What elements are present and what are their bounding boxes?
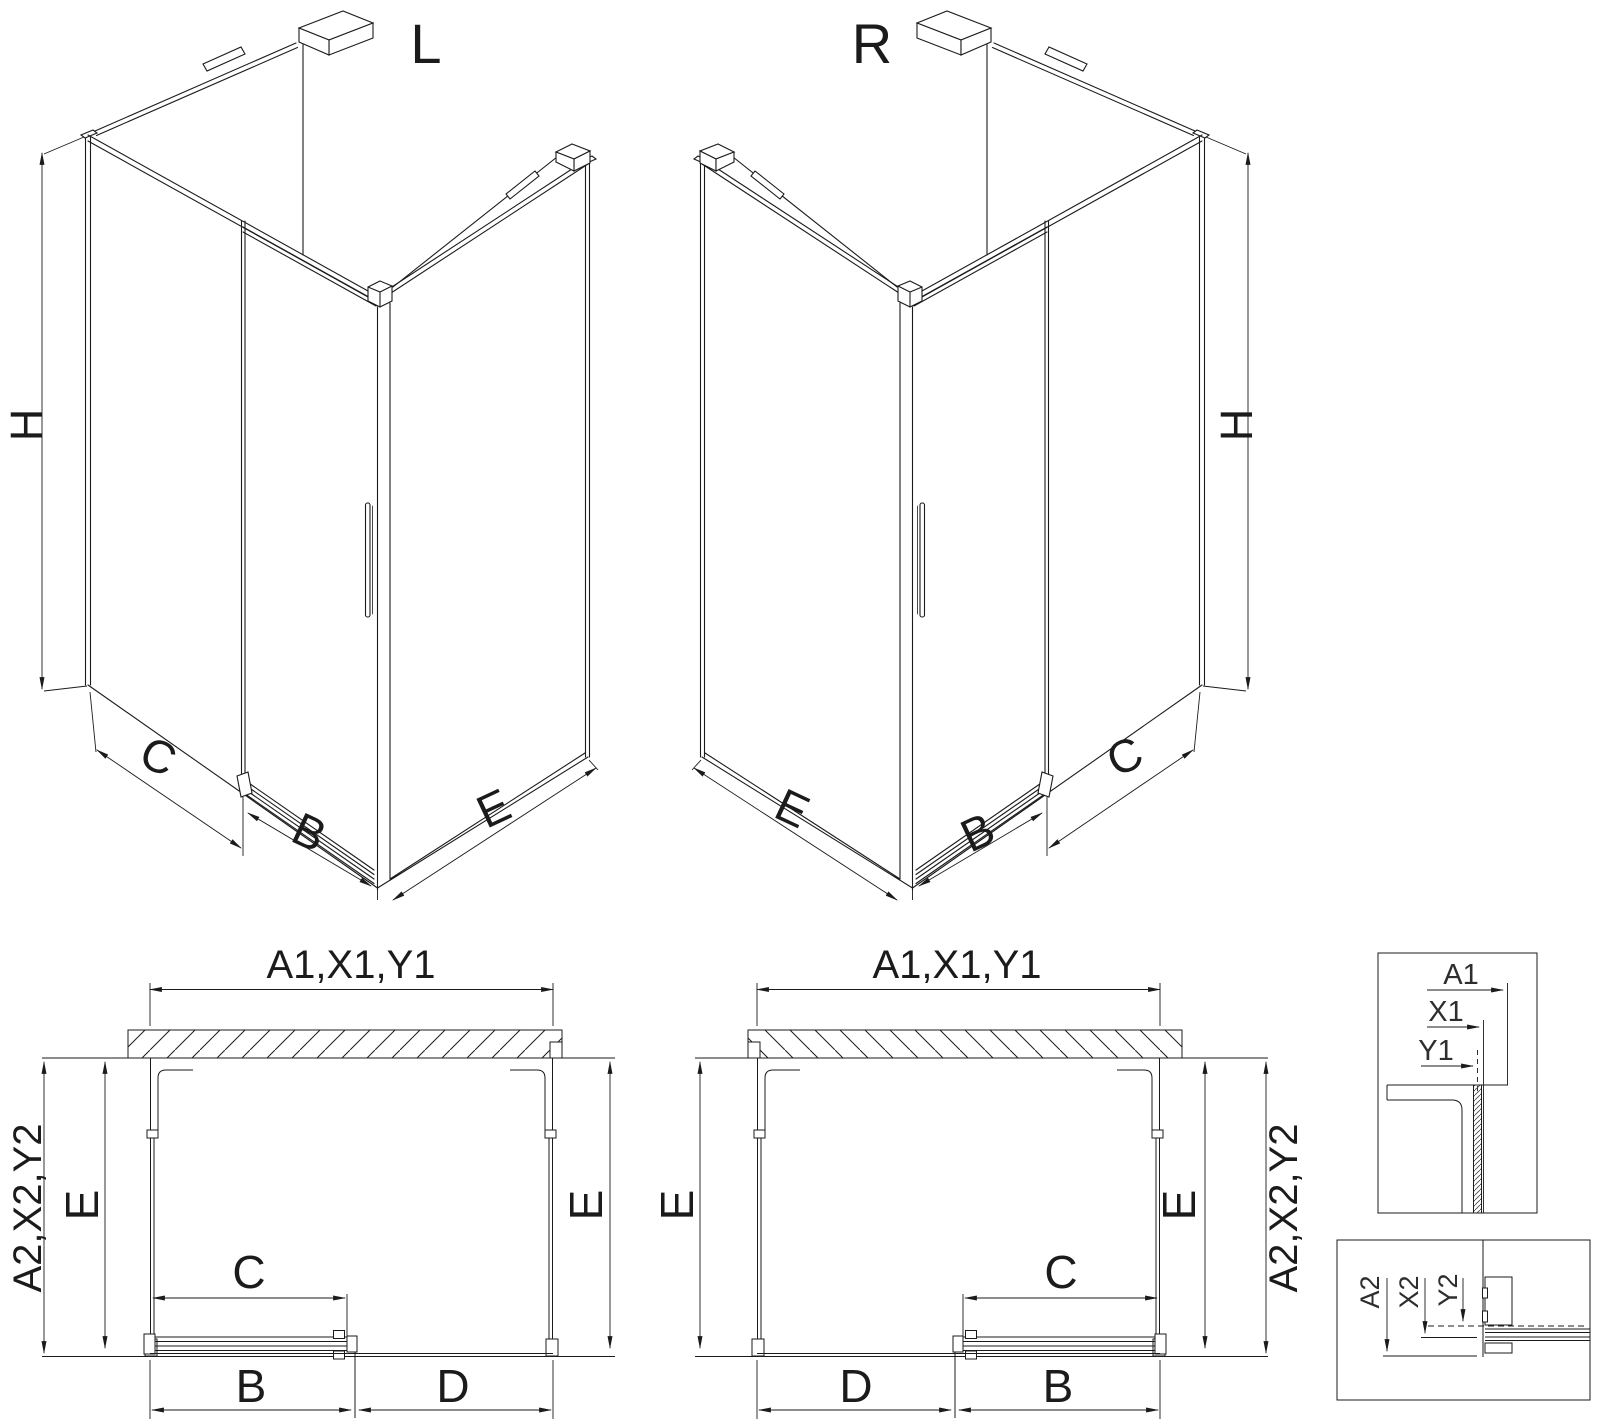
iso-view-right	[692, 11, 1262, 900]
plan-left-dim-B: B	[235, 1360, 267, 1412]
iso-view-left	[1, 11, 598, 900]
plan-left-geometry	[42, 983, 615, 1419]
detail-bottom-frame	[1337, 1240, 1590, 1400]
iso-left-geometry	[42, 11, 598, 900]
detail-dim-X1: X1	[1428, 996, 1464, 1028]
dim-label-height-right: H	[1211, 408, 1262, 442]
plan-right-dim-E-left: E	[651, 1189, 703, 1221]
detail-top-frame	[1378, 953, 1537, 1213]
variant-label-right: R	[851, 12, 893, 75]
plan-left-dim-E-right: E	[560, 1189, 612, 1221]
dim-label-E-left: E	[468, 778, 519, 839]
plan-right-dim-D: D	[839, 1360, 873, 1412]
plan-left-dim-top: A1,X1,Y1	[266, 943, 436, 987]
plan-view-left	[6, 943, 615, 1419]
detail-top-glass-section	[1474, 1085, 1482, 1213]
detail-dim-Y2: Y2	[1433, 1273, 1463, 1307]
detail-bottom-profile-section	[1485, 1277, 1512, 1325]
detail-view-top	[1378, 953, 1537, 1213]
plan-left-dim-E-left: E	[56, 1189, 108, 1221]
detail-dim-A2: A2	[1355, 1275, 1385, 1309]
plan-right-dim-E-right: E	[1153, 1189, 1205, 1221]
plan-right-dim-C: C	[1044, 1246, 1078, 1298]
detail-dim-A1: A1	[1443, 959, 1479, 991]
plan-left-dim-C: C	[232, 1246, 266, 1298]
detail-dim-X2: X2	[1394, 1275, 1424, 1309]
plan-right-dim-B: B	[1042, 1360, 1074, 1412]
variant-label-left: L	[410, 12, 442, 75]
detail-view-bottom	[1337, 1240, 1590, 1400]
plan-right-dim-outer-depth: A2,X2,Y2	[1262, 1123, 1306, 1293]
plan-right-dim-top: A1,X1,Y1	[872, 943, 1042, 987]
dim-label-C-right: C	[1098, 725, 1151, 787]
dim-label-E-right: E	[767, 778, 818, 839]
dim-label-B-right: B	[952, 802, 1003, 863]
plan-left-dim-outer-depth: A2,X2,Y2	[6, 1123, 50, 1293]
detail-dim-Y1: Y1	[1418, 1035, 1454, 1067]
plan-left-dim-D: D	[436, 1360, 470, 1412]
dim-label-B-left: B	[284, 802, 335, 863]
dim-label-height-left: H	[1, 408, 52, 442]
iso-right-geometry	[692, 11, 1248, 900]
dim-label-C-left: C	[132, 725, 185, 787]
plan-view-right	[651, 943, 1306, 1419]
